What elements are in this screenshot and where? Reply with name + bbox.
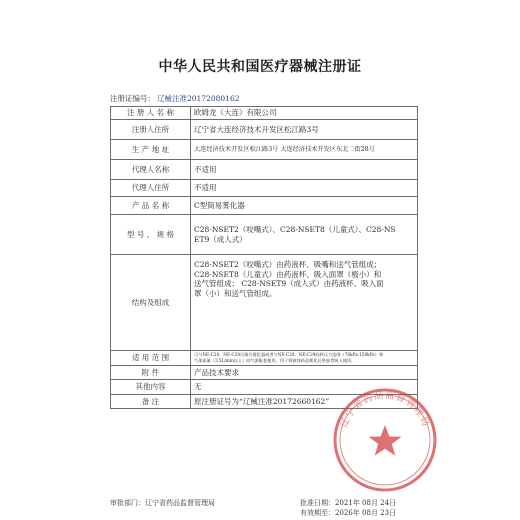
table-row: [111, 351, 418, 366]
approval-date-label: 批准日期：: [300, 499, 335, 507]
row-value-line: C28-NSET2（咬嘴式）、C28-NSET8（儿童式）、C28-NS: [194, 225, 396, 234]
row-key: 备 注: [111, 395, 191, 409]
table-row: [111, 120, 418, 140]
row-value: 原注册证号为“辽械注准20172660162”: [191, 395, 418, 409]
document-title: 中华人民共和国医疗器械注册证: [158, 59, 362, 75]
table-row: [111, 107, 418, 120]
valid-until-value: 2026年 08月 23日: [335, 509, 397, 517]
row-value: [191, 351, 418, 366]
approval-department-value: 辽宁省药品监督管理局: [145, 499, 215, 507]
row-key: 生 产 地 址: [111, 140, 191, 160]
row-value: [191, 255, 418, 351]
row-key: 注册人住所: [111, 120, 191, 140]
table-row: [111, 255, 418, 351]
row-value-line: 可与NE-C28、NE-C29压缩式雾化器或者与NE-C28、NE-C29同样压力范围（76kPa-150kPa）和: [194, 352, 384, 358]
row-value-line: C28-NSET2（咬嘴式）由药液杯、吸嘴和送气管组成；: [194, 260, 382, 269]
approval-department: [110, 498, 215, 508]
row-value: 无: [191, 380, 418, 395]
table-row: [111, 140, 418, 160]
row-value-line: 罩（小）和送气管组成。: [194, 288, 277, 298]
table-row: [111, 160, 418, 180]
row-value: 大连经济技术开发区松江路3号 大连经济技术开发区东北二街28号: [191, 140, 418, 160]
row-value-line: C28-NSET8（儿童式）由药液杯、吸入面罩（极小）和: [194, 269, 382, 279]
registration-table: [110, 106, 418, 409]
row-key: 结构及组成: [111, 255, 191, 351]
row-key: 型 号 、 规 格: [111, 215, 191, 255]
table-row: [111, 180, 418, 197]
table-row: [111, 215, 418, 255]
registration-number-value: 辽械注准20172080162: [157, 94, 240, 103]
row-key: 注 册 人 名 称: [111, 107, 191, 120]
valid-until: [300, 508, 396, 518]
row-value-line: ET9（成人式）: [194, 234, 247, 244]
table-row: [111, 197, 418, 215]
registration-number-label: 注册证编号：: [110, 94, 155, 103]
row-value: 产品技术要求: [191, 366, 418, 380]
row-value: C型简易雾化器: [191, 197, 418, 215]
row-value: 辽宁省大连经济技术开发区松江路3号: [191, 120, 418, 140]
row-value: 不适用: [191, 160, 418, 180]
row-key: 代理人住所: [111, 180, 191, 197]
seal-text: 辽宁省药品监督管理局: [339, 390, 431, 430]
approval-date-value: 2021年 08月 24日: [335, 499, 397, 507]
valid-until-label: 有效期至：: [300, 509, 335, 517]
row-value: 欧姆龙（大连）有限公司: [191, 107, 418, 120]
table-row: [111, 380, 418, 395]
approval-date: [300, 498, 396, 508]
row-key: 其他内容: [111, 380, 191, 395]
row-key: 代理人名称: [111, 160, 191, 180]
row-key: 附 件: [111, 366, 191, 380]
row-value: 不适用: [191, 180, 418, 197]
registration-number-line: [110, 93, 240, 104]
row-value-line: 送气管组成； C28-NSET9（成人式）由药液杯、吸入面: [194, 279, 384, 288]
row-key: 适 用 范 围: [111, 351, 191, 366]
row-key: 产 品 名 称: [111, 197, 191, 215]
row-value: [191, 215, 418, 255]
table-row: [111, 366, 418, 380]
approval-department-label: 审批部门：: [110, 499, 145, 507]
table-row: [111, 395, 418, 409]
row-value-line: 气体流量（3.5L/min以上）的气源配套使用，用于将液体药品雾化后供患者吸入使用。: [194, 358, 356, 363]
